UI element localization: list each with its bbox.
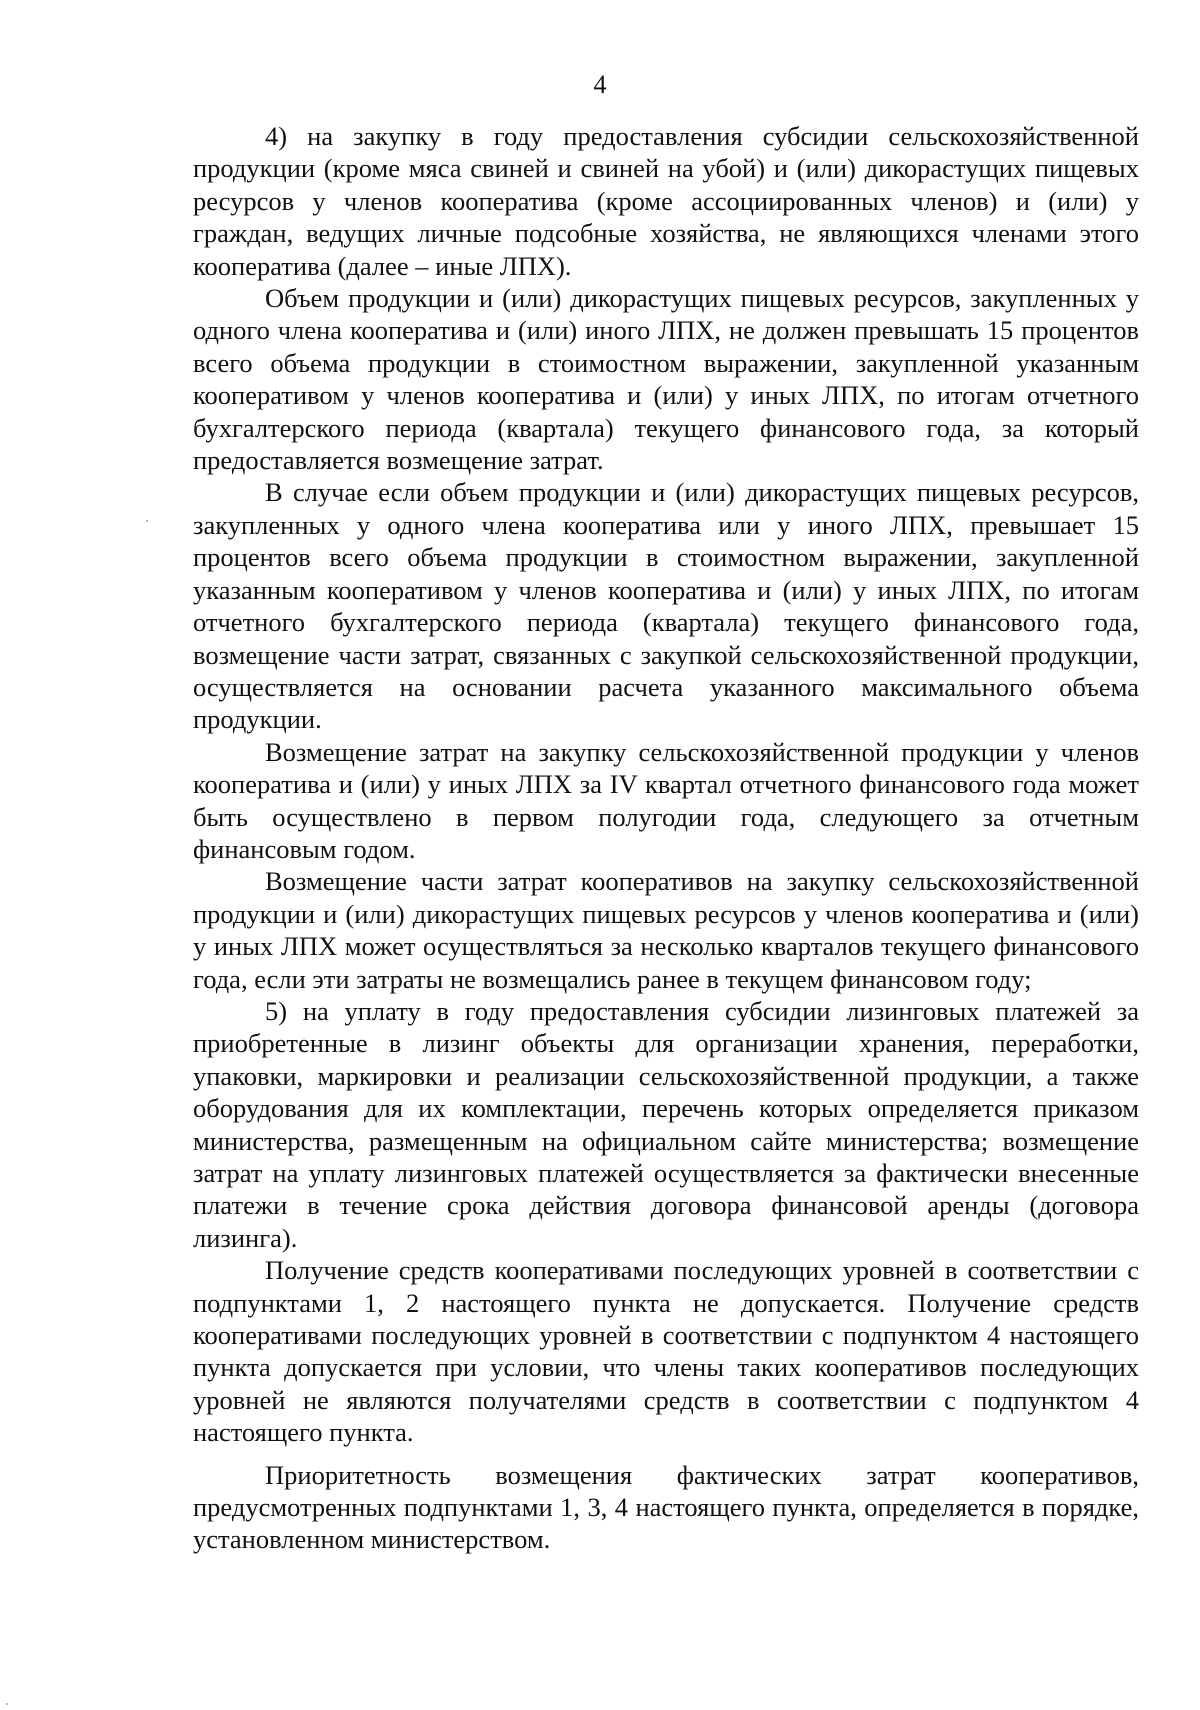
paragraph-excess-volume: В случае если объем продукции и (или) дикорастущих пищевых ресурсов, закупленных у одного члена кооператива или у иного ЛПХ, превышает 15 процентов всего объема продукции в стоимостном выражении, закупленной указанным кооперативом у членов кооператива и (или) у иных ЛПХ, по итогам отчетного бухгалтерского периода (квартала) текущего финансового года, возмещение части затрат, связанных с закупкой сельскохозяйственной продукции, осуществляется на основании расчета указанного максимального объема продукции.	[193, 477, 1139, 735]
paragraph-item-4: 4) на закупку в году предоставления субсидии сельскохозяйственной продукции (кроме мяса свиней и свиней на убой) и (или) дикорастущих пищевых ресурсов у членов кооператива (кроме ассоциированных членов) и (или) у граждан, ведущих личные подсобные хозяйства, не являющихся членами этого кооператива (далее – иные ЛПХ).	[193, 121, 1139, 281]
paragraph-several-quarters: Возмещение части затрат кооперативов на закупку сельскохозяйственной продукции и (или) дикорастущих пищевых ресурсов у членов кооператива и (или) у иных ЛПХ может осуществляться за несколько кварталов текущего финансового года, если эти затраты не возмещались ранее в текущем финансовом году;	[193, 866, 1139, 994]
page-number: 4	[593, 70, 607, 99]
paragraph-volume-limit: Объем продукции и (или) дикорастущих пищевых ресурсов, закупленных у одного члена кооператива и (или) иного ЛПХ, не должен превышать 15 процентов всего объема продукции в стоимостном выражении, закупленной указанным кооперативом у членов кооператива и (или) у иных ЛПХ, по итогам отчетного бухгалтерского периода (квартала) текущего финансового года, за который предоставляется возмещение затрат.	[193, 283, 1139, 476]
document-body	[193, 120, 1139, 1556]
scan-speck	[146, 520, 148, 522]
paragraph-higher-level-cooperatives: Получение средств кооперативами последующих уровней в соответствии с подпунктами 1, 2 настоящего пункта не допускается. Получение средств кооперативами последующих уровней в соответствии с подпунктом 4 настоящего пункта допускается при условии, что члены таких кооперативов последующих уровней не являются получателями средств в соответствии с подпунктом 4 настоящего пункта.	[193, 1255, 1139, 1448]
paragraph-fourth-quarter: Возмещение затрат на закупку сельскохозяйственной продукции у членов кооператива и (или) у иных ЛПХ за IV квартал отчетного финансового года может быть осуществлено в первом полугодии года, следующего за отчетным финансовым годом.	[193, 736, 1139, 864]
paragraph-priority: Приоритетность возмещения фактических затрат кооперативов, предусмотренных подпунктами 1, 3, 4 настоящего пункта, определяется в порядке, установленном министерством.	[193, 1459, 1139, 1555]
paragraph-item-5: 5) на уплату в году предоставления субсидии лизинговых платежей за приобретенные в лизинг объекты для организации хранения, переработки, упаковки, маркировки и реализации сельскохозяйственной продукции, а также оборудования для их комплектации, перечень которых определяется приказом министерства, размещенным на официальном сайте министерства; возмещение затрат на уплату лизинговых платежей осуществляется за фактически внесенные платежи в течение срока действия договора финансовой аренды (договора лизинга).	[193, 995, 1139, 1253]
scan-speck	[6, 1703, 8, 1705]
